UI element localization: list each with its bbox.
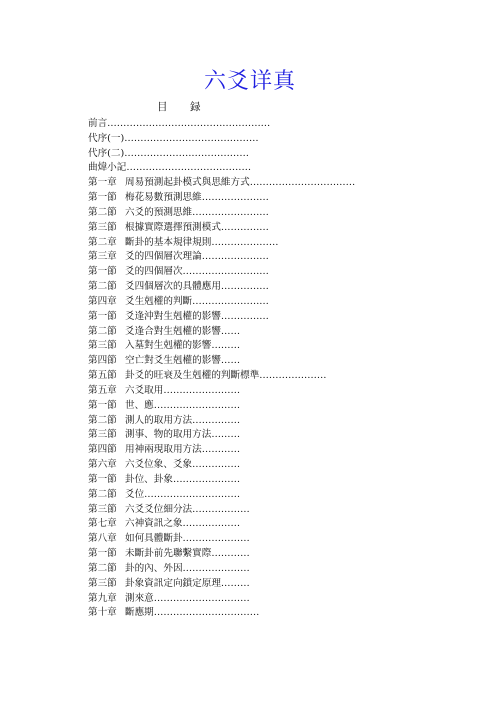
toc-entry-text: 世、應………………………: [125, 399, 241, 411]
toc-entry-text: 卦位、卦象…………………: [125, 473, 241, 485]
toc-entry-number: 第二節: [88, 325, 117, 337]
toc-entry-text: 曲煒小記…………………………………: [88, 162, 252, 174]
toc-heading: 目 録: [157, 101, 207, 113]
toc-entry: [88, 517, 418, 532]
toc-entry-text: 爻位…………………………: [125, 488, 241, 500]
toc-entry-text: 爻的四個層次理論…………………: [125, 251, 269, 263]
toc-entry: [88, 191, 418, 206]
toc-entry-text: 根據實際選擇預測模式……………: [125, 221, 269, 233]
toc-entry-text: 如何具體斷卦…………………: [125, 533, 250, 545]
toc-entry-text: 六爻位象、爻象……………: [125, 459, 241, 471]
toc-entry-text: 未斷卦前先聯繫實際…………: [125, 548, 250, 560]
toc-entry: [88, 280, 418, 295]
toc-entry-text: 斷卦的基本規律規則…………………: [125, 236, 279, 248]
toc-entry: [88, 592, 418, 607]
toc-entry-text: 卦的內、外因…………………: [125, 562, 250, 574]
toc-entry: [88, 295, 418, 310]
toc-entry-number: 第三節: [88, 577, 117, 589]
toc-entry-number: 第二節: [88, 562, 117, 574]
toc-entry: [88, 503, 418, 518]
toc-entry: [88, 606, 418, 621]
toc-entry: [88, 206, 418, 221]
toc-entry: [88, 458, 418, 473]
toc-entry: [88, 117, 418, 132]
toc-entry-text: 六爻取用……………………: [125, 384, 241, 396]
toc-entry-number: 第二節: [88, 206, 117, 218]
toc-entry-text: 用神兩現取用方法…………: [125, 444, 241, 456]
toc-entry: [88, 132, 418, 147]
toc-entry: [88, 532, 418, 547]
toc-entry-text: 入墓對生剋權的影響………: [125, 340, 241, 352]
toc-entry-text: 卦爻的旺衰及生剋權的判斷標準…………………: [125, 370, 327, 382]
toc-entry-text: 爻四個層次的具體應用……………: [125, 281, 269, 293]
toc-entry: [88, 310, 418, 325]
toc-entry-number: 第三節: [88, 221, 117, 233]
toc-entry-text: 測人的取用方法……………: [125, 414, 241, 426]
toc-entry-number: 第七章: [88, 518, 117, 530]
toc-entry: [88, 384, 418, 399]
toc-entry-number: 第二節: [88, 488, 117, 500]
table-of-contents: [88, 117, 418, 621]
toc-entry: [88, 161, 418, 176]
toc-entry: [88, 147, 418, 162]
toc-entry-text: 空亡對爻生剋權的影響……: [125, 355, 241, 367]
toc-entry-number: 第八章: [88, 533, 117, 545]
toc-entry: [88, 488, 418, 503]
toc-entry-number: 第四節: [88, 355, 117, 367]
toc-entry-number: 第四章: [88, 295, 117, 307]
toc-entry: [88, 443, 418, 458]
toc-entry: [88, 428, 418, 443]
toc-entry: [88, 236, 418, 251]
toc-entry-number: 第九章: [88, 592, 117, 604]
toc-entry-number: 第二節: [88, 414, 117, 426]
toc-entry-text: 周易預測起卦模式與思維方式……………………………: [125, 177, 356, 189]
toc-entry-number: 第三章: [88, 251, 117, 263]
toc-entry-number: 第一節: [88, 266, 117, 278]
toc-entry-text: 六神資訊之象………………: [125, 518, 241, 530]
toc-entry-number: 第三節: [88, 503, 117, 515]
toc-entry-text: 爻生剋權的判斷……………………: [125, 295, 269, 307]
toc-entry: [88, 414, 418, 429]
toc-entry-number: 第一節: [88, 192, 117, 204]
toc-entry: [88, 473, 418, 488]
toc-entry-text: 爻逢沖對生剋權的影響……………: [125, 310, 269, 322]
toc-entry-number: 第一節: [88, 548, 117, 560]
toc-entry-number: 第一節: [88, 473, 117, 485]
toc-entry-number: 第一節: [88, 399, 117, 411]
toc-entry: [88, 265, 418, 280]
toc-entry-text: 六爻爻位細分法………………: [125, 503, 250, 515]
toc-entry: [88, 325, 418, 340]
toc-entry: [88, 339, 418, 354]
toc-entry-number: 第一節: [88, 310, 117, 322]
toc-entry-number: 第一章: [88, 177, 117, 189]
toc-entry-number: 第二章: [88, 236, 117, 248]
toc-entry-text: 梅花易數預測思維…………………: [125, 192, 269, 204]
toc-entry-number: 第五章: [88, 384, 117, 396]
toc-entry: [88, 562, 418, 577]
document-title: 六爻详真: [203, 69, 296, 94]
toc-entry: [88, 399, 418, 414]
toc-entry-number: 第三節: [88, 340, 117, 352]
toc-entry-text: 卦象資訊定向鎖定原理………: [125, 577, 250, 589]
toc-entry: [88, 577, 418, 592]
toc-entry-number: 第三節: [88, 429, 117, 441]
toc-entry-text: 前言……………………………………………: [88, 118, 271, 129]
toc-entry: [88, 547, 418, 562]
toc-entry-text: 斷應期……………………………: [125, 607, 260, 619]
toc-entry-text: 爻的四個層次………………………: [125, 266, 269, 278]
toc-entry-number: 第五節: [88, 370, 117, 382]
toc-entry-text: 代序(二)…………………………………: [88, 147, 249, 159]
toc-entry-number: 第十章: [88, 607, 117, 619]
toc-entry: [88, 176, 418, 191]
toc-entry: [88, 250, 418, 265]
toc-entry-text: 六爻的預測思維……………………: [125, 206, 269, 218]
toc-entry: [88, 221, 418, 236]
toc-entry-text: 爻逢合對生剋權的影響……: [125, 325, 241, 337]
toc-entry: [88, 369, 418, 384]
toc-entry: [88, 354, 418, 369]
toc-entry-text: 測來意…………………………: [125, 592, 250, 604]
toc-entry-number: 第四節: [88, 444, 117, 456]
toc-entry-number: 第二節: [88, 281, 117, 293]
toc-entry-text: 代序(一)……………………………………: [88, 132, 259, 144]
toc-entry-number: 第六章: [88, 459, 117, 471]
toc-entry-text: 測事、物的取用方法………: [125, 429, 241, 441]
